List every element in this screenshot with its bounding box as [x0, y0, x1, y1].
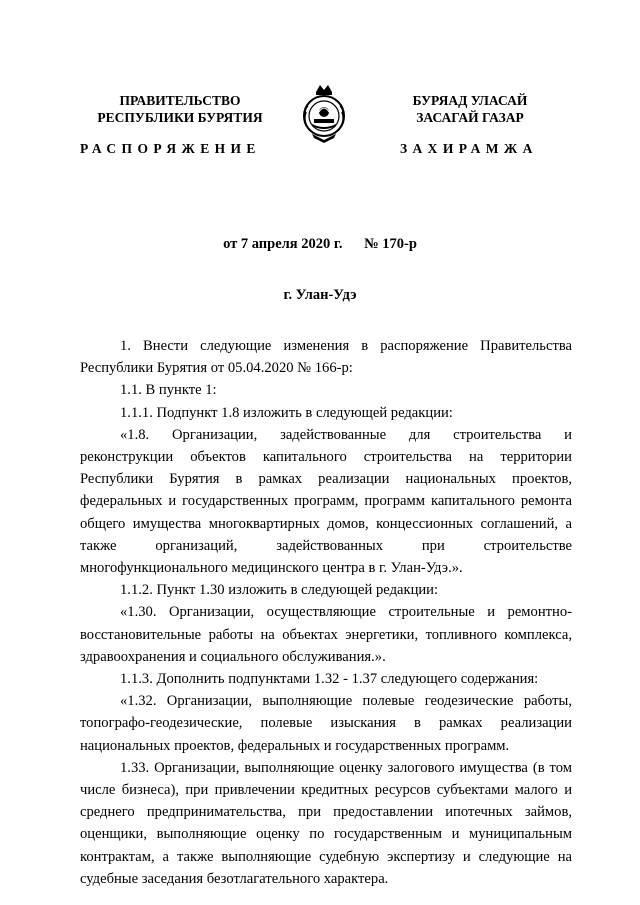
- header-right-line-2: ЗАСАГАЙ ГАЗАР: [416, 110, 524, 125]
- document-date: от 7 апреля 2020 г.: [223, 236, 343, 252]
- header-right-line-1: БУРЯАД УЛАСАЙ: [412, 93, 528, 108]
- body-paragraph: 1.1.2. Пункт 1.30 изложить в следующей редакции:: [120, 582, 439, 599]
- order-type-buryat: ЗАХИРАМЖА: [400, 141, 538, 156]
- body-paragraph: 1.1. В пункте 1:: [120, 382, 217, 399]
- body-paragraph: 1.33. Организации, выполняющие оценку залогового имущества (в том числе бизнеса), при привлечении кредитных ресурсов субъектами малого и среднего предпринимательства, при предоставлении ипотечных займов, оценщики, выполняющие оценку по государственным и муниципальным контрактам, а также выполняющие судебную экспертизу и следующие на судебные заседания безотлагательного характера.: [80, 759, 572, 887]
- document-city: г. Улан-Удэ: [283, 287, 357, 303]
- body-paragraph: «1.8. Организации, задействованные для строительства и реконструкции объектов капитального строительства на территории Республики Бурятия в рамках реализации национальных проектов, федеральных и государственных программ, программ капитального ремонта общего имущества многоквартирных домов, концессионных соглашений, а также организаций, задействованных при строительстве многофункционального медицинского центра в г. Улан-Удэ.».: [80, 426, 572, 577]
- body-paragraph: 1. Внести следующие изменения в распоряжение Правительства Республики Бурятия от 05.04.2020 № 166-р:: [80, 338, 572, 377]
- body-paragraph: «1.32. Организации, выполняющие полевые геодезические работы, топографо-геодезические, полевые изыскания в рамках реализации национальных проектов, федеральных и государственных программ.: [80, 693, 572, 754]
- coat-of-arms-icon: [298, 82, 350, 146]
- government-name-buryat: [386, 92, 554, 126]
- document-body: [80, 335, 572, 890]
- document-date-line: [0, 236, 640, 253]
- body-paragraph: «1.30. Организации, осуществляющие строительные и ремонтно-восстановительные работы на объектах энергетики, топливного комплекса, здравоохранения и социального обслуживания.».: [80, 604, 572, 665]
- header-left-line-1: ПРАВИТЕЛЬСТВО: [119, 93, 241, 108]
- document-number: № 170-р: [364, 236, 417, 252]
- government-name-russian: [80, 92, 280, 126]
- header-left-line-2: РЕСПУБЛИКИ БУРЯТИЯ: [97, 110, 263, 125]
- order-type-russian: РАСПОРЯЖЕНИЕ: [80, 141, 261, 156]
- body-paragraph: 1.1.1. Подпункт 1.8 изложить в следующей редакции:: [120, 404, 453, 421]
- body-paragraph: 1.1.3. Дополнить подпунктами 1.32 - 1.37 следующего содержания:: [120, 671, 539, 688]
